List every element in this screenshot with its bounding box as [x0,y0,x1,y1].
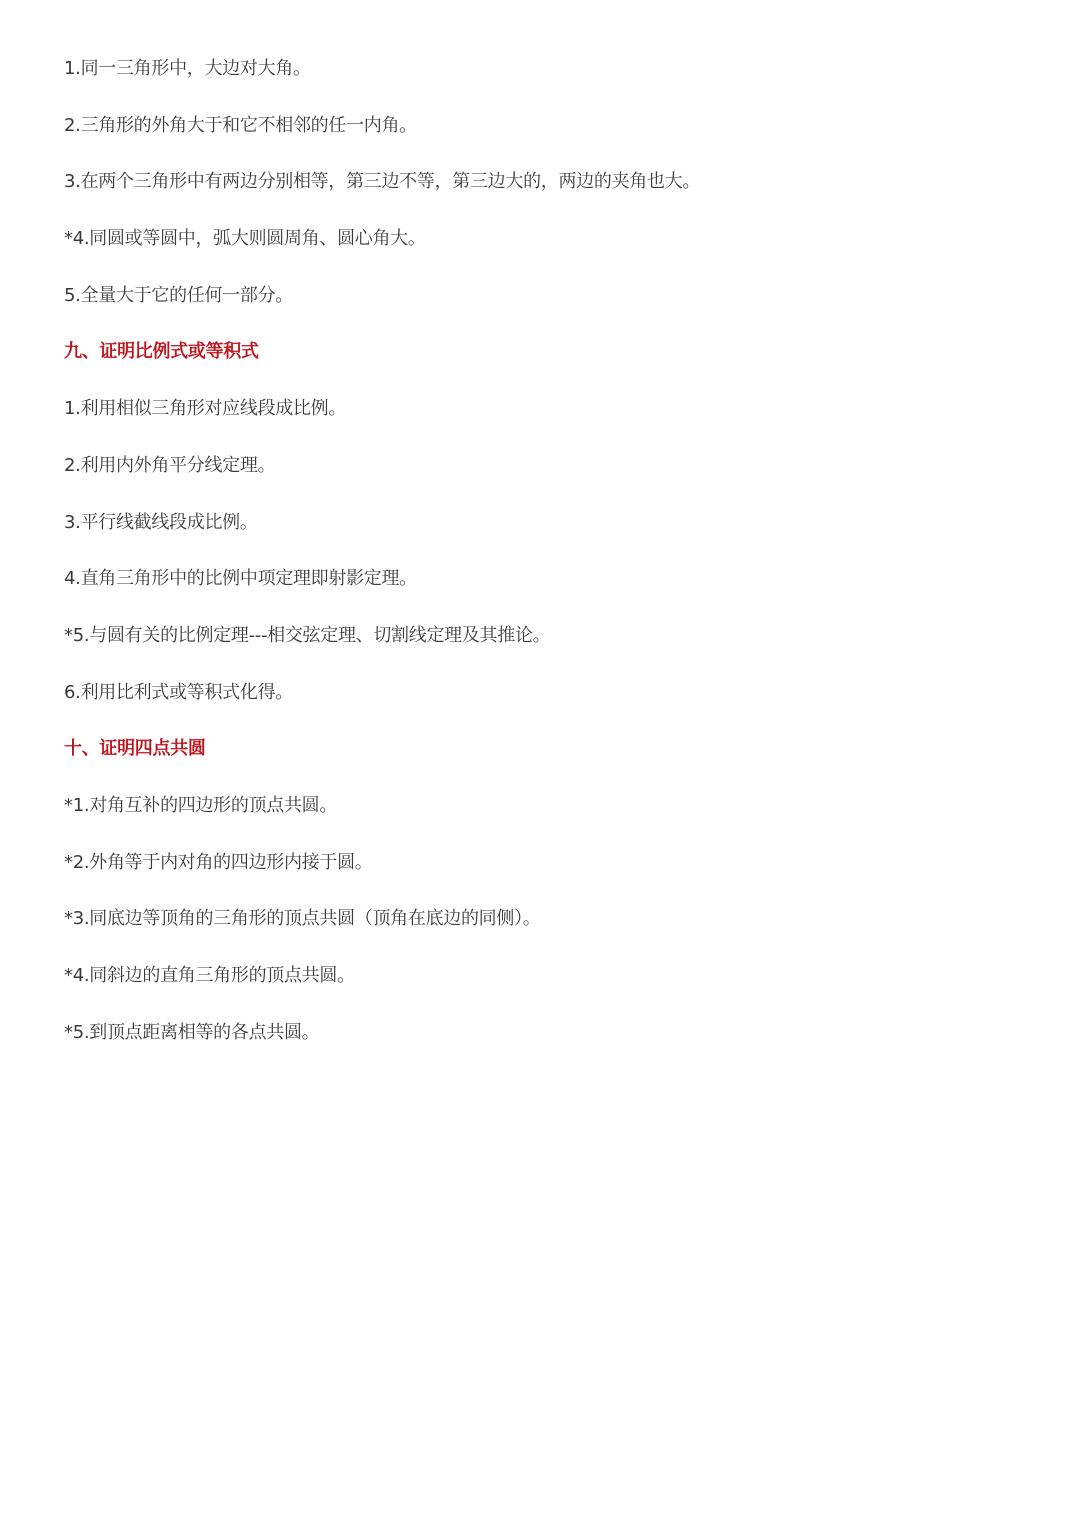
paragraph: 2.利用内外角平分线定理。 [64,454,276,476]
paragraph: 5.全量大于它的任何一部分。 [64,284,293,306]
paragraph: 3.平行线截线段成比例。 [64,511,258,533]
section-heading: 九、证明比例式或等积式 [64,341,259,363]
paragraph: *4.同斜边的直角三角形的顶点共圆。 [64,965,355,986]
paragraph: 2.三角形的外角大于和它不相邻的任一内角。 [64,114,417,136]
paragraph: *4.同圆或等圆中，弧大则圆周角、圆心角大。 [64,228,426,250]
paragraph: 1.利用相似三角形对应线段成比例。 [64,398,347,420]
paragraph: *2.外角等于内对角的四边形内接于圆。 [64,851,373,873]
paragraph: 4.直角三角形中的比例中项定理即射影定理。 [64,568,417,590]
paragraph: 1.同一三角形中，大边对大角。 [64,58,311,79]
section-heading: 十、证明四点共圆 [64,738,206,760]
paragraph: *3.同底边等顶角的三角形的顶点共圆（顶角在底边的同侧）。 [64,908,541,930]
paragraph: 6.利用比利式或等积式化得。 [64,681,293,703]
paragraph: *5.到顶点距离相等的各点共圆。 [64,1021,320,1043]
paragraph: *1.对角互补的四边形的顶点共圆。 [64,794,338,816]
document-content [64,52,1024,1072]
paragraph: *5.与圆有关的比例定理---相交弦定理、切割线定理及其推论。 [64,624,551,646]
paragraph: 3.在两个三角形中有两边分别相等，第三边不等，第三边大的，两边的夹角也大。 [64,171,701,193]
